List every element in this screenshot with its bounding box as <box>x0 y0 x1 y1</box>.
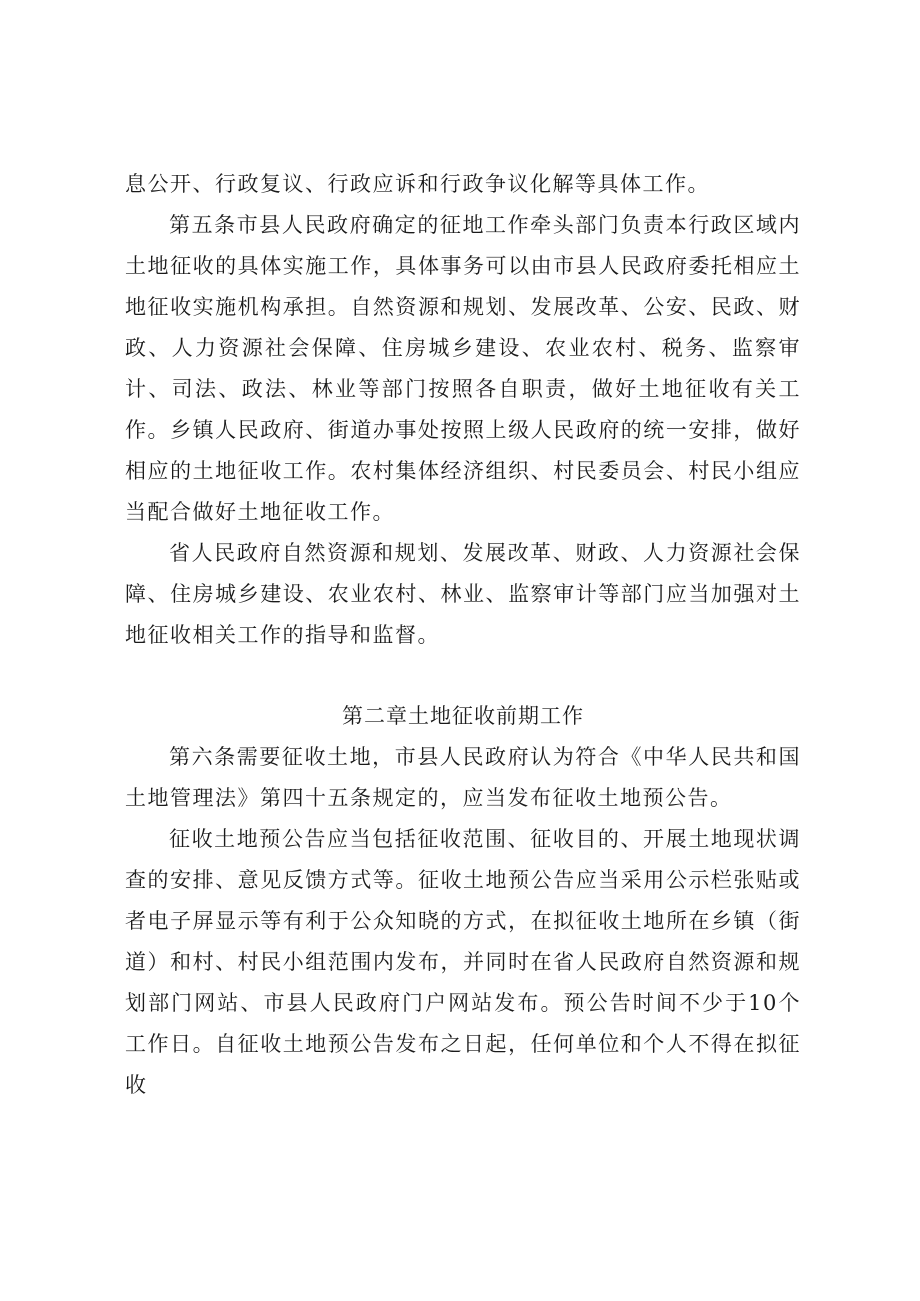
paragraph-pre-announcement: 征收土地预公告应当包括征收范围、征收目的、开展土地现状调查的安排、意见反馈方式等。征收土地预公告应当采用公示栏张贴或者电子屏显示等有利于公众知晓的方式，在拟征收土地所在乡镇（街道）和村、村民小组范围内发布，并同时在省人民政府自然资源和规划部门网站、市县人民政府门户网站发布。预公告时间不少于10个工作日。自征收土地预公告发布之日起，任何单位和个人不得在拟征收 <box>125 827 801 1097</box>
paragraph-article-6: 第六条需要征收土地，市县人民政府认为符合《中华人民共和国土地管理法》第四十五条规定的，应当发布征收土地预公告。 <box>125 745 801 810</box>
paragraph-article-5: 第五条市县人民政府确定的征地工作牵头部门负责本行政区域内土地征收的具体实施工作，具体事务可以由市县人民政府委托相应土地征收实施机构承担。自然资源和规划、发展改革、公安、民政、财政、人力资源社会保障、住房城乡建设、农业农村、税务、监察审计、司法、政法、林业等部门按照各自职责，做好土地征收有关工作。乡镇人民政府、街道办事处按照上级人民政府的统一安排，做好相应的土地征收工作。农村集体经济组织、村民委员会、村民小组应当配合做好土地征收工作。 <box>125 213 801 524</box>
chapter-heading: 第二章土地征收前期工作 <box>342 704 584 728</box>
paragraph-continuation: 息公开、行政复议、行政应诉和行政争议化解等具体工作。 <box>125 172 710 196</box>
paragraph-provincial-departments: 省人民政府自然资源和规划、发展改革、财政、人力资源社会保障、住房城乡建设、农业农村、林业、监察审计等部门应当加强对土地征收相关工作的指导和监督。 <box>125 541 801 647</box>
document-body <box>125 164 801 1106</box>
